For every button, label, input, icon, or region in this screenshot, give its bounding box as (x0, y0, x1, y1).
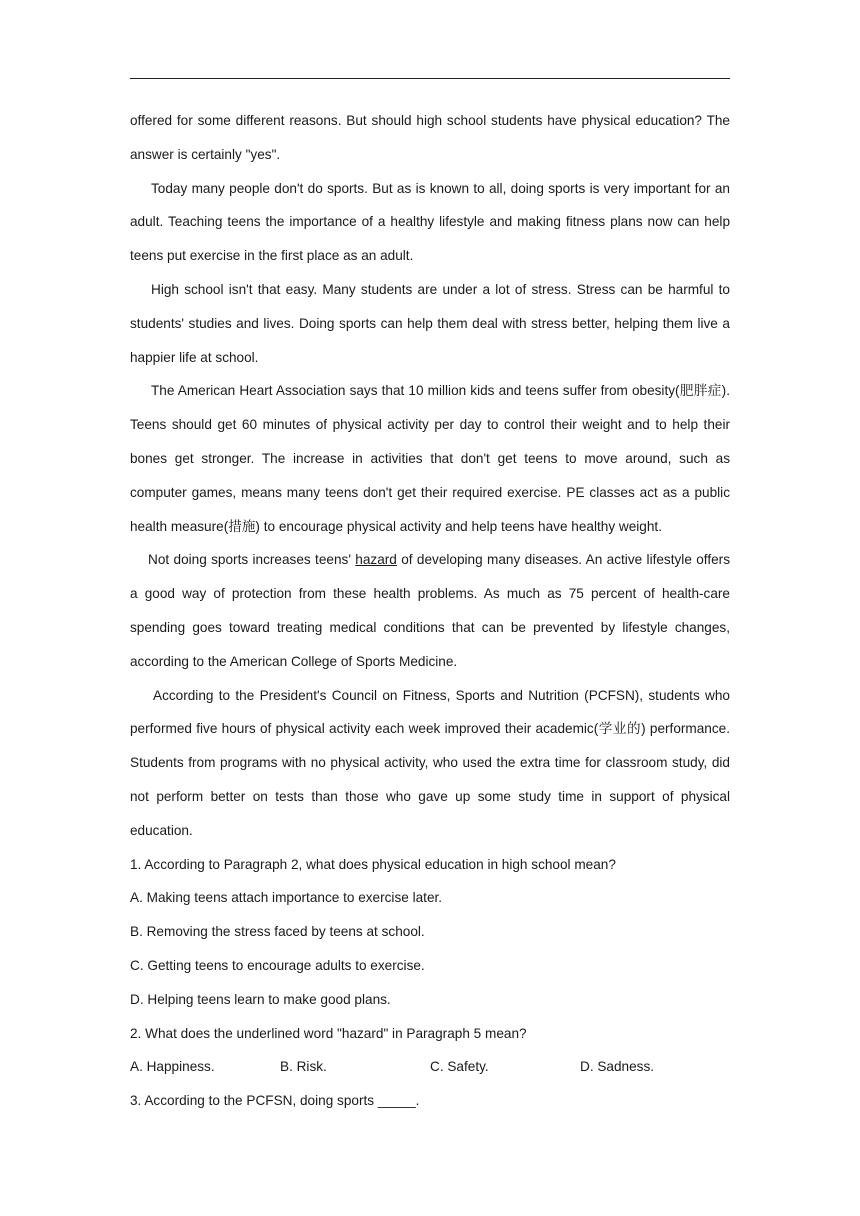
document-content (130, 104, 730, 1118)
question-2-option-b: B. Risk. (280, 1059, 327, 1075)
paragraph-5-text-before: Not doing sports increases teens' (148, 552, 356, 568)
paragraph-4: The American Heart Association says that 10 million kids and teens suffer from obesity(肥胖症). Teens should get 60 minutes of physical activity per day to control their weight and to help their bones get stronger. The increase in activities that don't get teens to move around, such as computer games, means many teens don't get their required exercise. PE classes act as a public health measure(措施) to encourage physical activity and help teens have healthy weight. (130, 383, 730, 534)
question-2-options (130, 1050, 730, 1084)
paragraph-5 (130, 543, 730, 678)
question-3-stem: 3. According to the PCFSN, doing sports _____. (130, 1093, 420, 1109)
underlined-word-hazard: hazard (355, 552, 397, 568)
paragraph-3: High school isn't that easy. Many students are under a lot of stress. Stress can be harmful to students' studies and lives. Doing sports can help them deal with stress better, helping them live a happier life at school. (130, 281, 730, 365)
header-rule (130, 78, 730, 79)
paragraph-5-text-after: of developing many diseases. An active lifestyle offers a good way of protection from these health problems. As much as 75 percent of health-care spending goes toward treating medical conditions that can be prevented by lifestyle changes, according to the American College of Sports Medicine. (130, 552, 730, 669)
paragraph-1: offered for some different reasons. But should high school students have physical education? The answer is certainly "yes". (130, 113, 730, 162)
paragraph-2: Today many people don't do sports. But as is known to all, doing sports is very important for an adult. Teaching teens the importance of a healthy lifestyle and making fitness plans now can help teens put exercise in the first place as an adult. (130, 180, 730, 264)
question-1-option-c: C. Getting teens to encourage adults to exercise. (130, 957, 425, 973)
paragraph-6: According to the President's Council on Fitness, Sports and Nutrition (PCFSN), students who performed five hours of physical activity each week improved their academic(学业的) performance. Students from programs with no physical activity, who used the extra time for classroom study, did not perform better on tests than those who gave up some study time in support of physical education. (130, 687, 730, 838)
question-1-option-a: A. Making teens attach importance to exercise later. (130, 890, 443, 906)
question-1-stem: 1. According to Paragraph 2, what does physical education in high school mean? (130, 856, 616, 872)
question-2-stem: 2. What does the underlined word "hazard" in Paragraph 5 mean? (130, 1025, 527, 1041)
question-1-option-d: D. Helping teens learn to make good plans. (130, 991, 391, 1007)
question-2-option-a: A. Happiness. (130, 1059, 215, 1075)
question-2-option-d: D. Sadness. (580, 1059, 655, 1075)
question-1-option-b: B. Removing the stress faced by teens at school. (130, 924, 425, 940)
question-2-option-c: C. Safety. (430, 1059, 489, 1075)
